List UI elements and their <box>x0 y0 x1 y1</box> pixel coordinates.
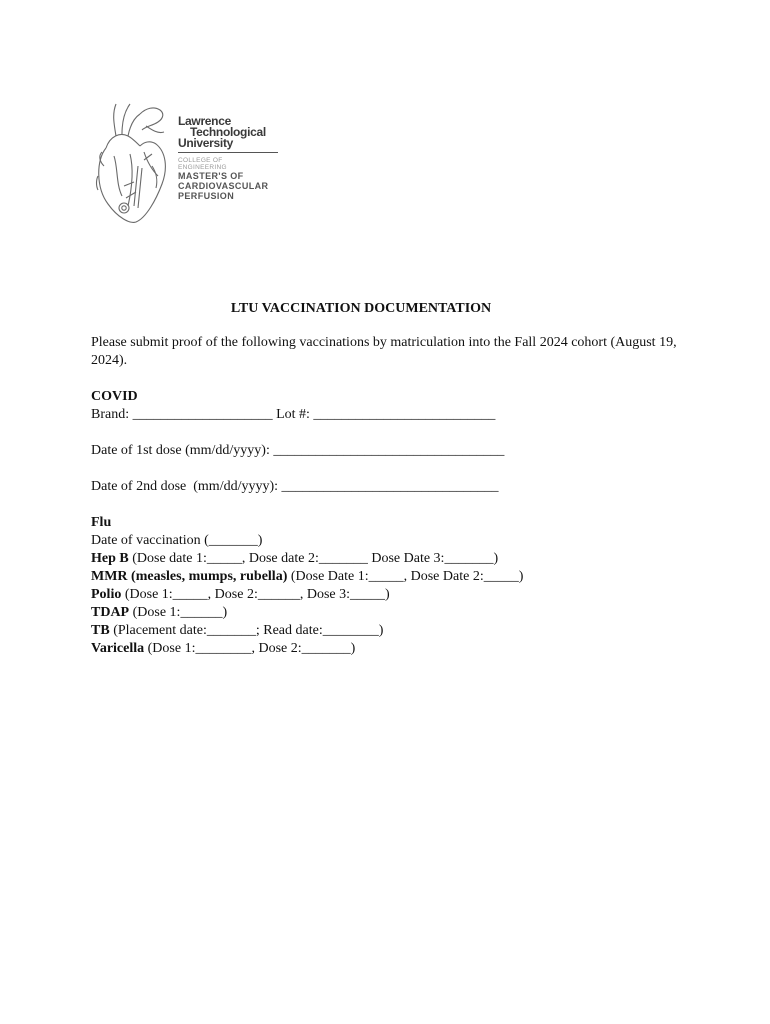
logo-college-line: COLLEGE OF <box>178 157 223 164</box>
logo-university-line: Technological <box>190 125 266 139</box>
tb-label: TB <box>91 623 110 638</box>
university-logo <box>94 96 294 232</box>
logo-program-line: CARDIOVASCULAR <box>178 181 269 191</box>
tdap-label: TDAP <box>91 605 130 620</box>
mmr-fields[interactable]: (Dose Date 1:_____, Dose Date 2:_____) <box>287 569 524 584</box>
hepb-row[interactable] <box>91 550 691 568</box>
tb-fields[interactable]: (Placement date:_______; Read date:________) <box>109 623 384 638</box>
logo-text <box>178 116 278 201</box>
varicella-label: Varicella <box>91 641 145 656</box>
logo-university-line: University <box>178 136 234 150</box>
document-body <box>91 300 691 658</box>
hepb-fields[interactable]: (Dose date 1:_____, Dose date 2:_______ Dose Date 3:_______) <box>128 551 499 566</box>
heart-illustration-icon <box>94 96 178 232</box>
polio-label: Polio <box>91 587 122 602</box>
tb-row[interactable] <box>91 622 691 640</box>
covid-dose1-field[interactable]: Date of 1st dose (mm/dd/yyyy): _________________________________ <box>91 443 505 458</box>
tdap-row[interactable] <box>91 604 691 622</box>
logo-divider <box>178 152 278 153</box>
logo-program-line: PERFUSION <box>178 191 235 201</box>
logo-university-line: Lawrence <box>178 114 231 128</box>
document-title: LTU VACCINATION DOCUMENTATION <box>230 301 492 316</box>
covid-dose2-field[interactable]: Date of 2nd dose (mm/dd/yyyy): _______________________________ <box>91 479 499 494</box>
logo-college-line: ENGINEERING <box>178 164 227 171</box>
covid-heading: COVID <box>91 389 138 404</box>
flu-date-field[interactable]: Date of vaccination (_______) <box>91 533 263 548</box>
varicella-row[interactable] <box>91 640 691 658</box>
flu-heading: Flu <box>91 515 112 530</box>
varicella-fields[interactable]: (Dose 1:________, Dose 2:_______) <box>144 641 356 656</box>
covid-brand-lot-field[interactable]: Brand: ____________________ Lot #: __________________________ <box>91 407 496 422</box>
hepb-label: Hep B <box>91 551 129 566</box>
tdap-fields[interactable]: (Dose 1:______) <box>129 605 228 620</box>
polio-row[interactable] <box>91 586 691 604</box>
mmr-label: MMR (measles, mumps, rubella) <box>91 569 288 584</box>
logo-program-line: MASTER'S OF <box>178 171 244 181</box>
intro-paragraph: Please submit proof of the following vaccinations by matriculation into the Fall 2024 cohort (August 19, 2024). <box>91 335 677 368</box>
mmr-row[interactable] <box>91 568 691 586</box>
polio-fields[interactable]: (Dose 1:_____, Dose 2:______, Dose 3:_____) <box>121 587 390 602</box>
